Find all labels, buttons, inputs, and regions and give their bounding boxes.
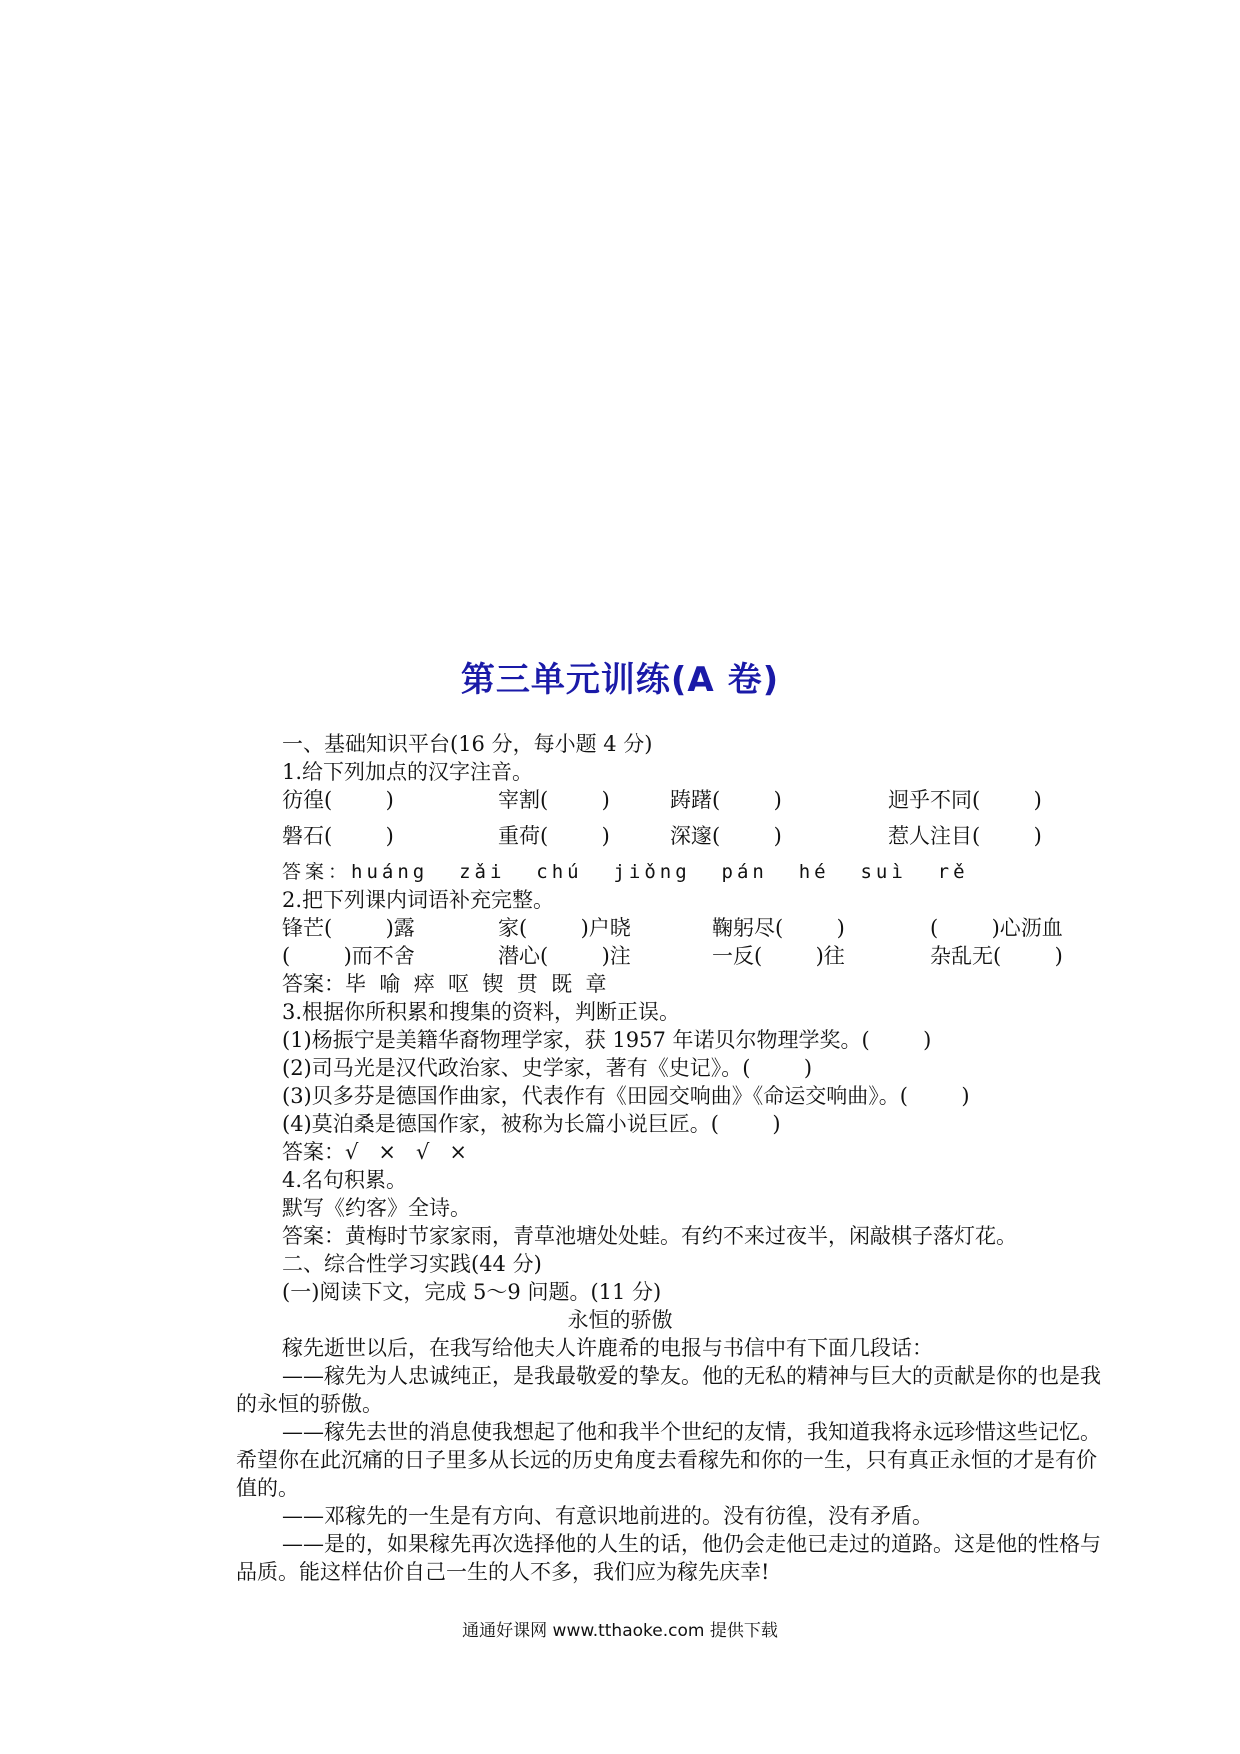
q3-item-1: (1)杨振宁是美籍华裔物理学家，获 1957 年诺贝尔物理学奖。( ) — [282, 1028, 932, 1052]
page-footer: 通通好课网 www.tthaoke.com 提供下载 — [462, 1621, 778, 1641]
q1-prompt: 1.给下列加点的汉字注音。 — [282, 760, 534, 784]
q2-row1-item4: ( )心沥血 — [930, 916, 1063, 940]
section1-heading: 一、基础知识平台(16 分，每小题 4 分) — [282, 732, 653, 756]
q3-item-2: (2)司马光是汉代政治家、史学家，著有《史记》。( ) — [282, 1056, 813, 1080]
q4-task: 默写《约客》全诗。 — [282, 1196, 471, 1220]
q3-prompt: 3.根据你所积累和搜集的资料，判断正误。 — [282, 1000, 681, 1024]
q1-row2-item1: 磐石( ) — [282, 824, 394, 848]
q2-row1-item2: 家( )户晓 — [498, 916, 631, 940]
article-paragraph-2: ——稼先为人忠诚纯正，是我最敬爱的挚友。他的无私的精神与巨大的贡献是你的也是我的永恒的骄傲。 — [236, 1364, 1101, 1416]
q2-row1-item1: 锋芒( )露 — [282, 916, 415, 940]
q2-row2-item2: 潜心( )注 — [498, 944, 631, 968]
q1-row1-item2: 宰割( ) — [498, 788, 610, 812]
q2-row1-item3: 鞠躬尽( ) — [712, 916, 845, 940]
article-paragraph-5: ——是的，如果稼先再次选择他的人生的话，他仍会走他已走过的道路。这是他的性格与品质。能这样估价自己一生的人不多，我们应为稼先庆幸! — [236, 1532, 1101, 1584]
section2-heading: 二、综合性学习实践(44 分) — [282, 1252, 542, 1276]
page-title: 第三单元训练(A 卷) — [460, 660, 780, 700]
q1-row2-item4: 惹人注目( ) — [888, 824, 1042, 848]
article-paragraph-1: 稼先逝世以后，在我写给他夫人许鹿希的电报与书信中有下面几段话： — [282, 1336, 933, 1360]
article-paragraph-3: ——稼先去世的消息使我想起了他和我半个世纪的友情，我知道我将永远珍惜这些记忆。希望你在此沉痛的日子里多从长远的历史角度去看稼先和你的一生，只有真正永恒的才是有价值的。 — [236, 1420, 1101, 1500]
q1-row2-item2: 重荷( ) — [498, 824, 610, 848]
section2-part1: (一)阅读下文，完成 5～9 问题。(11 分) — [282, 1280, 662, 1304]
q1-row2-item3: 深邃( ) — [670, 824, 782, 848]
q3-item-4: (4)莫泊桑是德国作家，被称为长篇小说巨匠。( ) — [282, 1112, 781, 1136]
q4-answer: 答案：黄梅时节家家雨，青草池塘处处蛙。有约不来过夜半，闲敲棋子落灯花。 — [282, 1224, 1017, 1248]
q2-prompt: 2.把下列课内词语补充完整。 — [282, 888, 555, 912]
q2-answer: 答案：毕 喻 瘁 呕 锲 贯 既 章 — [282, 972, 607, 996]
q3-item-3: (3)贝多芬是德国作曲家，代表作有《田园交响曲》《命运交响曲》。( ) — [282, 1084, 970, 1108]
q3-answer: 答案：√ × √ × — [282, 1140, 468, 1164]
article-paragraph-4: ——邓稼先的一生是有方向、有意识地前进的。没有彷徨，没有矛盾。 — [282, 1504, 933, 1528]
q1-row1-item1: 彷徨( ) — [282, 788, 394, 812]
article-title: 永恒的骄傲 — [567, 1308, 673, 1332]
q2-row2-item3: 一反( )往 — [712, 944, 845, 968]
q1-row1-item3: 踌躇( ) — [670, 788, 782, 812]
q1-row1-item4: 迥乎不同( ) — [888, 788, 1042, 812]
q4-prompt: 4.名句积累。 — [282, 1168, 408, 1192]
q1-answer: 答案：huáng zǎi chú jiǒng pán hé suì rě — [282, 861, 969, 883]
q2-row2-item1: ( )而不舍 — [282, 944, 415, 968]
q2-row2-item4: 杂乱无( ) — [930, 944, 1063, 968]
